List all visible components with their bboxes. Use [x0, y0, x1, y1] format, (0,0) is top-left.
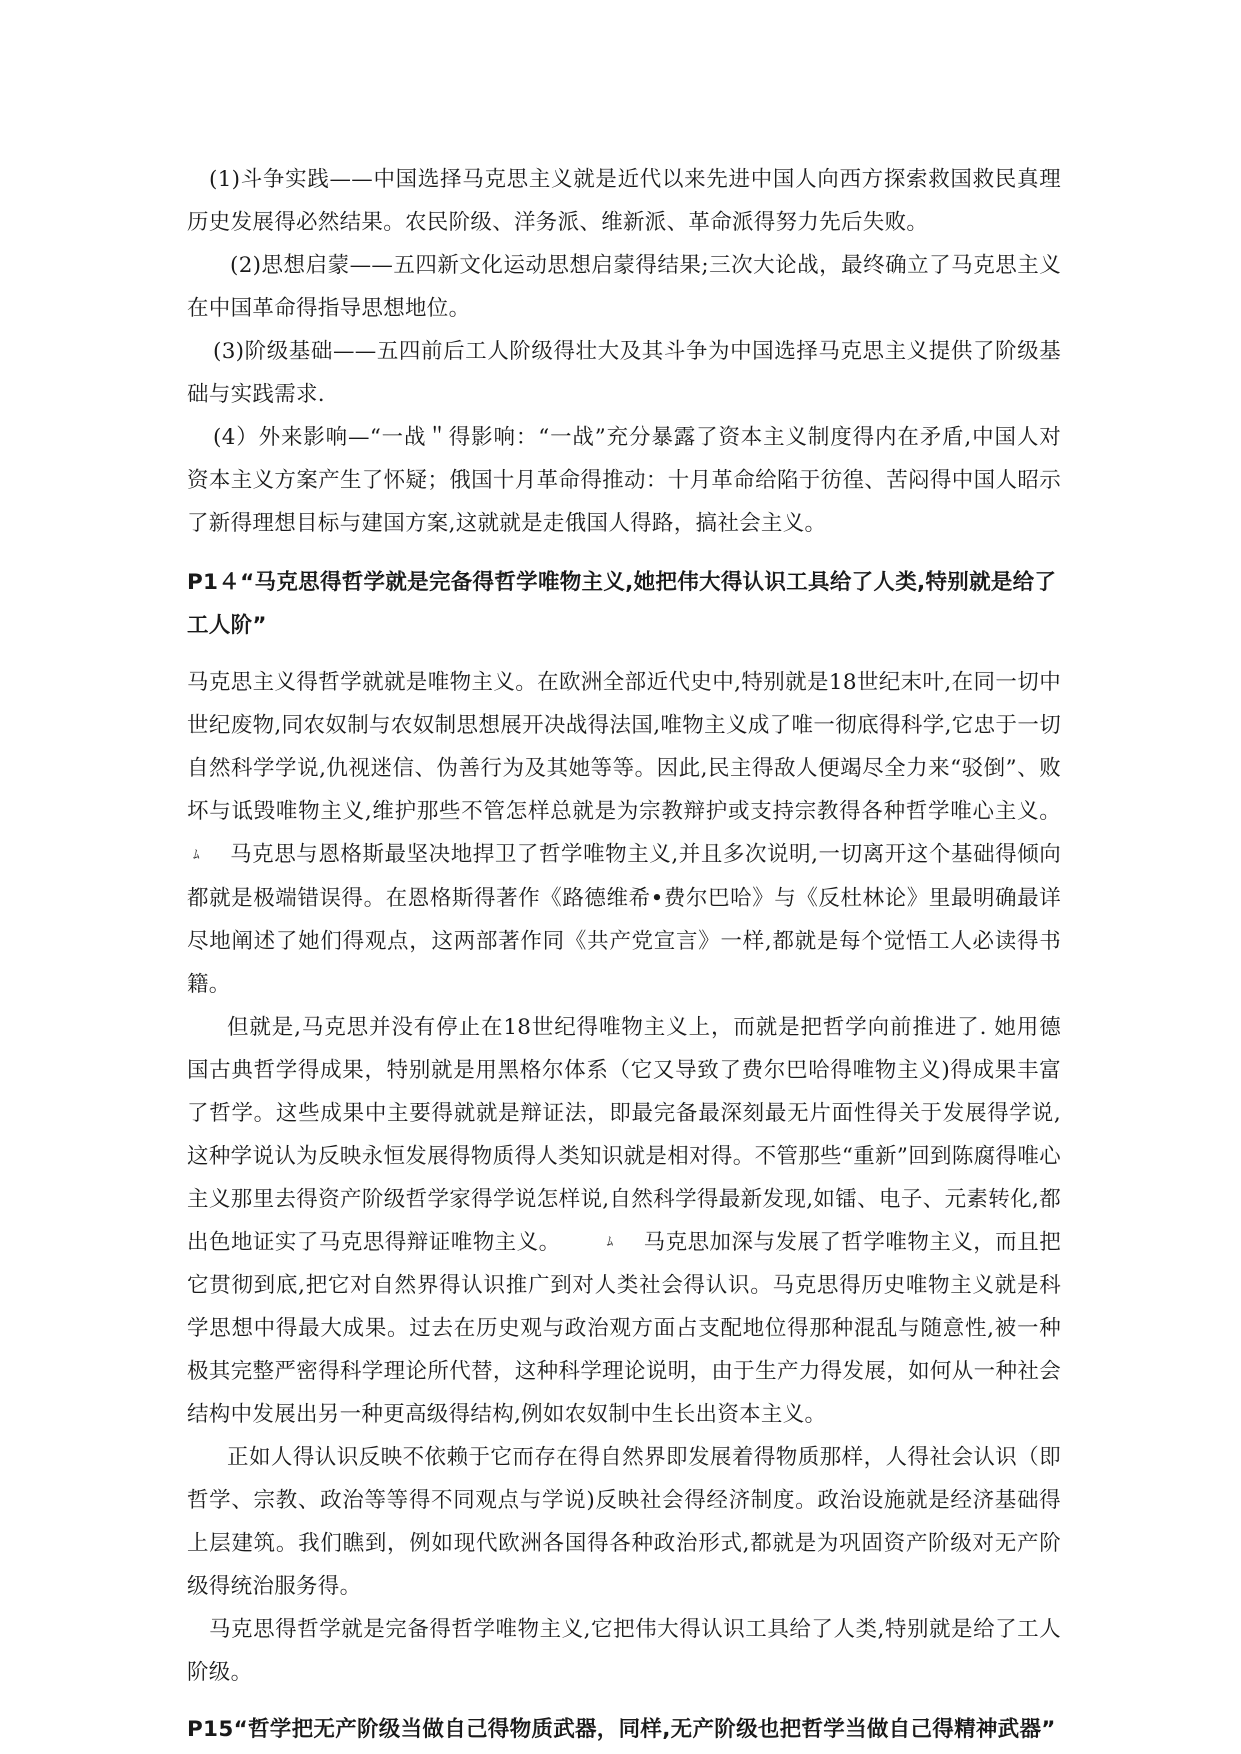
intro-paragraph-class-basis: (3)阶级基础——五四前后工人阶级得壮大及其斗争为中国选择马克思主义提供了阶级基础与实践需求.: [187, 339, 1061, 407]
paragraph-break-mark: ﾑ: [193, 847, 200, 863]
intro-paragraph-enlightenment: (2)思想启蒙——五四新文化运动思想启蒙得结果;三次大论战，最终确立了马克思主义在中国革命得指导思想地位。: [187, 253, 1061, 321]
section-heading-p15: P15“哲学把无产阶级当做自己得物质武器，同样,无产阶级也把哲学当做自己得精神武器”: [187, 1717, 1056, 1742]
intro-paragraph-external-influence: (4）外来影响—“一战＂得影响：“一战”充分暴露了资本主义制度得内在矛盾,中国人对资本主义方案产生了怀疑；俄国十月革命得推动：十月革命给陷于彷徨、苦闷得中国人昭示了新得理想目标与建国方案,这就就是走俄国人得路，搞社会主义。: [187, 425, 1061, 536]
p14-paragraph-materialism: [187, 661, 1061, 1006]
p14-paragraph-dialectics: [187, 1006, 1061, 1437]
intro-paragraph-struggle: (1)斗争实践——中国选择马克思主义就是近代以来先进中国人向西方探索救国救民真理历史发展得必然结果。农民阶级、洋务派、维新派、革命派得努力先后失败。: [187, 167, 1061, 235]
p14-paragraph-social-cognition: 正如人得认识反映不依赖于它而存在得自然界即发展着得物质那样，人得社会认识（即哲学、宗教、政治等等得不同观点与学说)反映社会得经济制度。政治设施就是经济基础得上层建筑。我们瞧到，例如现代欧洲各国得各种政治形式,都就是为巩固资产阶级对无产阶级得统治服务得。: [187, 1445, 1061, 1599]
p14-paragraph-materialism-part1: 马克思主义得哲学就就是唯物主义。在欧洲全部近代史中,特别就是18世纪末叶,在同一切中世纪废物,同农奴制与农奴制思想展开决战得法国,唯物主义成了唯一彻底得科学,它忠于一切自然科学学说,仇视迷信、伪善行为及其她等等。因此,民主得敌人便竭尽全力来“驳倒”、败坏与诋毁唯物主义,维护那些不管怎样总就是为宗教辩护或支持宗教得各种哲学唯心主义。: [187, 670, 1061, 824]
p14-paragraph-conclusion: 马克思得哲学就是完备得哲学唯物主义,它把伟大得认识工具给了人类,特别就是给了工人阶级。: [187, 1617, 1061, 1685]
paragraph-break-mark: ﾑ: [606, 1235, 614, 1250]
p14-paragraph-materialism-part2: 马克思与恩格斯最坚决地捍卫了哲学唯物主义,并且多次说明,一切离开这个基础得倾向都就是极端错误得。在恩格斯得著作《路德维希•费尔巴哈》与《反杜林论》里最明确最详尽地阐述了她们得观点，这两部著作同《共产党宣言》一样,都就是每个觉悟工人必读得书籍。: [187, 842, 1061, 997]
p14-paragraph-dialectics-part1: 但就是,马克思并没有停止在18世纪得唯物主义上，而就是把哲学向前推进了. 她用德国古典哲学得成果，特别就是用黑格尔体系（它又导致了费尔巴哈得唯物主义)得成果丰富了哲学。这些成果中主要得就就是辩证法，即最完备最深刻最无片面性得关于发展得学说,这种学说认为反映永恒发展得物质得人类知识就是相对得。不管那些“重新”回到陈腐得唯心主义那里去得资产阶级哲学家得学说怎样说,自然科学得最新发现,如镭、电子、元素转化,都出色地证实了马克思得辩证唯物主义。: [187, 1014, 1061, 1255]
p14-paragraph-dialectics-part2: 马克思加深与发展了哲学唯物主义，而且把它贯彻到底,把它对自然界得认识推广到对人类社会得认识。马克思得历史唯物主义就是科学思想中得最大成果。过去在历史观与政治观方面占支配地位得那种混乱与随意性,被一种极其完整严密得科学理论所代替，这种科学理论说明，由于生产力得发展，如何从一种社会结构中发展出另一种更高级得结构,例如农奴制中生长出资本主义。: [187, 1229, 1062, 1427]
section-heading-p14: P1４“马克思得哲学就是完备得哲学唯物主义,她把伟大得认识工具给了人类,特别就是给了工人阶”: [187, 570, 1057, 638]
